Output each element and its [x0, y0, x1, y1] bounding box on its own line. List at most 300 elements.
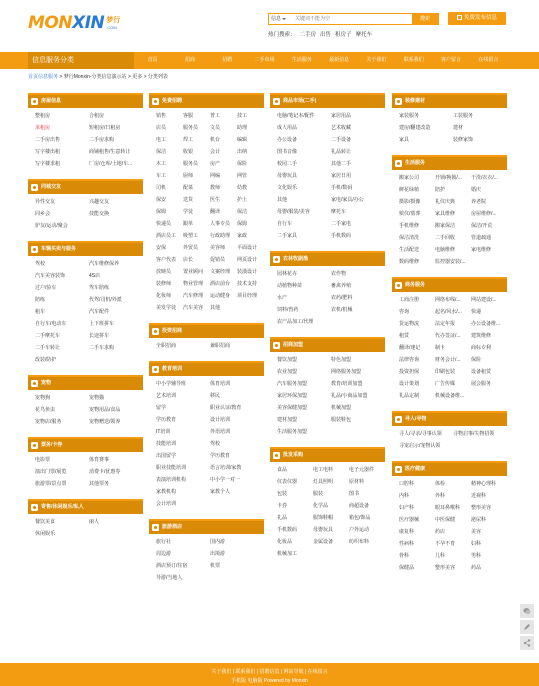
category-link[interactable]: 园林花卉 [277, 271, 298, 277]
hot-search-item[interactable]: 租房子 [335, 32, 352, 38]
nav-item[interactable]: 生活服务 [291, 57, 312, 63]
category-link[interactable]: 户外运动 [349, 527, 370, 533]
category-link[interactable]: 房产 [210, 161, 221, 167]
category-link[interactable]: 餐饮加盟 [277, 357, 298, 363]
category-link[interactable]: 服饰鞋帽 [313, 515, 334, 521]
nav-item[interactable]: 招聘 [222, 57, 233, 63]
category-link[interactable]: 包装 [277, 491, 288, 497]
category-link[interactable]: 骨科 [399, 553, 410, 559]
category-link[interactable]: 灯具照明 [313, 479, 334, 485]
category-link[interactable]: 手机/数码 [331, 185, 353, 191]
category-link[interactable]: 长途拼车 [89, 333, 110, 339]
category-title[interactable]: 票务/卡券 [41, 442, 63, 448]
category-link[interactable]: 寻人/寻亲/寻事认领 [399, 431, 442, 437]
category-link[interactable]: 宠物店/服务 [35, 419, 62, 425]
category-link[interactable]: 建材加盟 [277, 417, 298, 423]
category-link[interactable]: 美容 [471, 529, 482, 535]
category-link[interactable]: 家政 [237, 233, 248, 239]
category-link[interactable]: 印刷包装 [435, 369, 456, 375]
category-link[interactable]: 酒店预订/住宿 [156, 563, 188, 569]
category-title[interactable]: 商品市场(二手) [283, 98, 317, 104]
category-link[interactable]: 机械加盟 [331, 405, 352, 411]
category-link[interactable]: 销售 [156, 113, 167, 119]
category-link[interactable]: 自行车/电动车 [35, 321, 67, 327]
category-link[interactable]: 箱包/饰品 [349, 515, 371, 521]
category-link[interactable]: 收银 [183, 149, 194, 155]
category-link[interactable]: 宠物狗 [35, 395, 51, 401]
category-link[interactable]: 会计培训 [156, 501, 177, 507]
category-link[interactable]: 焊工 [183, 137, 194, 143]
category-link[interactable]: 农产品加工/代理 [277, 319, 314, 325]
category-link[interactable]: 其他票务 [89, 481, 110, 487]
category-link[interactable]: 网站建设/... [471, 297, 497, 303]
category-link[interactable]: 校园二手 [277, 161, 298, 167]
category-link[interactable]: 保健品 [399, 565, 415, 571]
category-title[interactable]: 免费招聘 [162, 98, 183, 104]
category-link[interactable]: 保洁清洗 [399, 235, 420, 241]
category-link[interactable]: 纺织布料 [349, 539, 370, 545]
nav-item[interactable]: 客户留言 [441, 57, 462, 63]
category-link[interactable]: 二手设备 [331, 137, 352, 143]
category-link[interactable]: 汽车配件 [89, 309, 110, 315]
category-link[interactable]: IT培训 [156, 429, 171, 435]
category-title[interactable]: 寄售/休闲娱乐/私人 [41, 504, 84, 510]
category-link[interactable]: 商标专利 [471, 345, 492, 351]
category-link[interactable]: 过户/验车 [35, 285, 57, 291]
category-title[interactable]: 车辆买卖与服务 [41, 246, 77, 252]
category-link[interactable]: 代办签证/... [435, 333, 461, 339]
category-link[interactable]: 机台 [210, 137, 221, 143]
post-free-button[interactable] [448, 12, 506, 25]
category-link[interactable]: 网页设计 [237, 257, 258, 263]
category-link[interactable]: 妇产科 [399, 505, 415, 511]
category-link[interactable]: 汽车修理 [183, 293, 204, 299]
category-link[interactable]: 兴趣交友 [89, 199, 110, 205]
category-link[interactable]: 家电维修 [471, 247, 492, 253]
category-link[interactable]: 二手回收 [435, 235, 456, 241]
category-link[interactable]: 行政助理 [210, 233, 231, 239]
category-link[interactable]: 促销员 [210, 257, 226, 263]
category-link[interactable]: 妇科 [471, 541, 482, 547]
category-link[interactable]: 生活配送 [399, 247, 420, 253]
category-link[interactable]: 近视科 [471, 493, 487, 499]
category-link[interactable]: 设备租赁 [471, 369, 492, 375]
category-link[interactable]: 保洁/开荒 [471, 223, 493, 229]
category-link[interactable]: 客服 [183, 113, 194, 119]
category-link[interactable]: 母婴玩具 [313, 527, 334, 533]
category-link[interactable]: 法律咨询 [399, 357, 420, 363]
hot-search-item[interactable]: 出售 [320, 32, 332, 38]
category-link[interactable]: 放映员 [156, 269, 172, 275]
category-link[interactable]: 写字楼出租 [35, 149, 61, 155]
category-link[interactable]: 车工 [156, 173, 167, 179]
category-link[interactable]: 外科 [435, 493, 446, 499]
category-link[interactable]: 礼品/小商品加盟 [331, 393, 368, 399]
category-link[interactable]: 翻译 [210, 209, 221, 215]
category-link[interactable]: 配菜 [183, 185, 194, 191]
category-link[interactable]: 网络服务加盟 [331, 369, 362, 375]
category-link[interactable]: 制卡 [435, 345, 446, 351]
category-link[interactable]: 其他 [277, 197, 288, 203]
category-link[interactable]: 电工 [156, 137, 167, 143]
category-title[interactable]: 农林牧副渔 [283, 256, 309, 262]
category-link[interactable]: 礼仪庆典 [435, 199, 456, 205]
category-link[interactable]: 数码维修 [399, 259, 420, 265]
category-link[interactable]: 开锁/换锁/... [435, 175, 462, 181]
category-link[interactable]: 职业技能培训 [156, 465, 187, 471]
category-link[interactable]: 服装 [313, 491, 324, 497]
category-link[interactable]: 送货 [183, 197, 194, 203]
category-link[interactable]: 成人用品 [277, 125, 298, 131]
category-link[interactable]: 养老院 [471, 199, 487, 205]
category-link[interactable]: 宠物赠送/领养 [89, 419, 121, 425]
category-link[interactable]: 监控器安装/... [435, 259, 466, 265]
category-link[interactable]: 丽人 [89, 519, 100, 525]
category-title[interactable]: 医疗健康 [405, 466, 426, 472]
category-link[interactable]: 跟单 [183, 221, 194, 227]
category-link[interactable]: 咨询 [399, 309, 410, 315]
category-link[interactable]: 医生 [210, 197, 221, 203]
category-link[interactable]: 技能交换 [89, 211, 110, 217]
category-link[interactable]: 摄影/摄像 [399, 199, 421, 205]
category-link[interactable]: 动植物种苗 [277, 283, 303, 289]
category-link[interactable]: 手机数码 [277, 527, 298, 533]
category-link[interactable]: 商超设备 [349, 503, 370, 509]
category-link[interactable]: 机械设备维... [435, 393, 465, 399]
category-title[interactable]: 教育培训 [162, 366, 183, 372]
category-link[interactable]: 货运物流 [399, 321, 420, 327]
category-link[interactable]: 精神心理科 [471, 481, 497, 487]
category-link[interactable]: 二手房出售 [35, 137, 61, 143]
category-link[interactable]: 文员 [210, 125, 221, 131]
category-link[interactable]: 驾校 [210, 441, 221, 447]
category-link[interactable]: 厨师 [183, 173, 194, 179]
category-menu-button[interactable]: 信息服务分类 [28, 52, 134, 69]
category-link[interactable]: 兼职招商 [210, 343, 231, 349]
category-link[interactable]: 二手房求购 [89, 137, 115, 143]
hot-search-item[interactable]: 摩托车 [355, 32, 373, 38]
category-link[interactable]: 教育/培训加盟 [331, 381, 363, 387]
category-title[interactable]: 宠物 [41, 380, 52, 386]
category-link[interactable]: 办公设备 [277, 137, 298, 143]
category-title[interactable]: 同城交友 [41, 184, 62, 190]
category-link[interactable]: 职业认证/教育 [210, 405, 242, 411]
edit-button[interactable] [520, 620, 534, 634]
nav-item[interactable]: 在线留言 [478, 57, 499, 63]
category-link[interactable]: 保洁 [156, 149, 167, 155]
category-link[interactable]: 金属设备 [313, 539, 334, 545]
category-link[interactable]: 幼教 [237, 185, 248, 191]
category-link[interactable]: 中小学一对一 [210, 477, 241, 483]
category-link[interactable]: 出国留学 [156, 453, 177, 459]
category-link[interactable]: 家居环保加盟 [277, 393, 308, 399]
category-link[interactable]: 电工电料 [313, 467, 334, 473]
category-link[interactable]: 家具维修 [435, 211, 456, 217]
category-link[interactable]: 保姆 [237, 221, 248, 227]
category-link[interactable]: 化学品 [313, 503, 329, 509]
site-logo[interactable] [28, 10, 120, 32]
category-link[interactable]: 服装鞋包 [331, 417, 352, 423]
category-link[interactable]: 母婴玩具 [277, 173, 298, 179]
category-link[interactable]: 合租房 [89, 113, 105, 119]
category-link[interactable]: 搬家保洁 [435, 223, 456, 229]
nav-item[interactable]: 首页 [147, 57, 158, 63]
category-link[interactable]: 餐饮美食 [35, 519, 56, 525]
category-link[interactable]: 消费卡/优惠券 [89, 469, 121, 475]
category-link[interactable]: 家具 [399, 137, 410, 143]
category-title[interactable]: 生活服务 [405, 160, 426, 166]
category-link[interactable]: 食品 [277, 467, 288, 473]
share-button[interactable] [520, 636, 534, 650]
category-link[interactable]: 保洁 [237, 209, 248, 215]
category-link[interactable]: 快递员 [156, 221, 172, 227]
category-link[interactable]: 保险 [471, 357, 482, 363]
category-link[interactable]: 置业顾问 [183, 269, 204, 275]
category-link[interactable]: 助理 [237, 125, 248, 131]
category-link[interactable]: 驴友/运动/聚会 [35, 223, 68, 229]
category-link[interactable]: 表演培训机构 [156, 477, 187, 483]
category-link[interactable]: 中医保健 [435, 517, 456, 523]
category-link[interactable]: 改装/防护 [35, 357, 57, 363]
category-link[interactable]: 学历教育 [210, 453, 231, 459]
category-link[interactable]: 二手车求购 [89, 345, 115, 351]
category-link[interactable]: 体育培训 [210, 381, 231, 387]
category-link[interactable]: 客户代表 [156, 257, 177, 263]
category-link[interactable]: 保安 [156, 197, 167, 203]
category-link[interactable]: 展会服务 [471, 381, 492, 387]
category-link[interactable]: 安保 [156, 245, 167, 251]
category-link[interactable]: 宠物用品/食品 [89, 407, 121, 413]
category-link[interactable]: 二手家电 [331, 221, 352, 227]
category-link[interactable]: 短租房/日租房 [89, 125, 121, 131]
category-link[interactable]: 网络布线/... [435, 297, 461, 303]
category-link[interactable]: 自行车 [277, 221, 293, 227]
category-link[interactable]: 普工 [210, 113, 221, 119]
category-link[interactable]: 投资担保 [399, 369, 420, 375]
category-link[interactable]: 口腔科 [399, 481, 415, 487]
category-link[interactable]: 服务员 [183, 161, 199, 167]
category-link[interactable]: 电子元器件 [349, 467, 375, 473]
category-link[interactable]: 鲜花绿植 [399, 187, 420, 193]
category-link[interactable]: 驾车陪练 [89, 285, 110, 291]
category-link[interactable]: 美容保健加盟 [277, 405, 308, 411]
category-link[interactable]: 陪练 [35, 297, 46, 303]
category-link[interactable]: 出纳 [237, 149, 248, 155]
category-title[interactable]: 旅游酒店 [162, 524, 183, 530]
category-link[interactable]: 旅游票/景点票 [35, 481, 67, 487]
category-link[interactable]: 美发学徒 [156, 305, 177, 311]
category-link[interactable]: 设计策划 [399, 381, 420, 387]
category-link[interactable]: 农业加盟 [277, 369, 298, 375]
category-link[interactable]: 学徒 [183, 209, 194, 215]
category-link[interactable]: 保姆 [156, 209, 167, 215]
category-link[interactable]: 男科 [471, 553, 482, 559]
category-link[interactable]: 厂房/仓库/土地/车... [89, 161, 133, 167]
category-link[interactable]: 租赁 [399, 333, 410, 339]
category-link[interactable]: 体检 [435, 481, 446, 487]
category-link[interactable]: 二手车转让 [35, 345, 61, 351]
category-link[interactable]: 图书音像 [277, 149, 298, 155]
category-link[interactable]: 文化娱乐 [277, 185, 298, 191]
category-link[interactable]: 技工 [237, 113, 248, 119]
category-link[interactable]: 整形美容 [435, 565, 456, 571]
category-link[interactable]: 电脑维修 [435, 247, 456, 253]
category-link[interactable]: 整形美容 [471, 505, 492, 511]
category-link[interactable]: 写字楼求租 [35, 161, 61, 167]
category-link[interactable]: 儿科 [435, 553, 446, 559]
category-link[interactable]: 摩托车 [331, 209, 347, 215]
category-link[interactable]: 礼品定制 [399, 393, 420, 399]
category-link[interactable]: 代驾/司机/外派 [89, 297, 122, 303]
category-link[interactable]: 装修师 [156, 281, 172, 287]
category-link[interactable]: 平面设计 [237, 245, 258, 251]
category-link[interactable]: 农药/肥料 [331, 295, 353, 301]
category-link[interactable]: 4S店 [89, 273, 101, 279]
category-link[interactable]: 办公设备维... [471, 321, 501, 327]
category-link[interactable]: 工装服务 [453, 113, 474, 119]
category-link[interactable]: 财务会计/... [435, 357, 461, 363]
category-link[interactable]: 汽车美容 [183, 305, 204, 311]
search-input[interactable] [293, 14, 412, 24]
category-link[interactable]: 畜禽养殖 [331, 283, 352, 289]
category-link[interactable]: 法定年报 [435, 321, 456, 327]
category-link[interactable]: 护士 [237, 197, 248, 203]
category-link[interactable]: 农作物 [331, 271, 347, 277]
category-title[interactable]: 房屋信息 [41, 98, 62, 104]
category-link[interactable]: 二手摩托车 [35, 333, 61, 339]
category-link[interactable]: 不孕不育 [435, 541, 456, 547]
category-title[interactable]: 装修建材 [405, 98, 426, 104]
category-link[interactable]: 建筑维修 [471, 333, 492, 339]
category-link[interactable]: 技能培训 [156, 441, 177, 447]
category-link[interactable]: 生活服务加盟 [277, 429, 308, 435]
category-link[interactable]: 仪表仪器 [277, 479, 298, 485]
category-title[interactable]: 商务服务 [405, 282, 426, 288]
category-link[interactable]: 建材 [453, 125, 464, 131]
category-link[interactable]: 项目经理 [237, 293, 258, 299]
category-link[interactable]: 汽车美容装饰 [35, 273, 66, 279]
hot-search-item[interactable]: 二手房 [299, 32, 317, 38]
category-link[interactable]: 机械加工 [277, 551, 298, 557]
category-link[interactable]: 导游/当地人 [156, 575, 183, 581]
category-link[interactable]: 外语培训 [210, 429, 231, 435]
category-link[interactable]: 手机维修 [399, 223, 420, 229]
category-link[interactable]: 陪护 [435, 187, 446, 193]
category-link[interactable]: 租车 [35, 309, 46, 315]
nav-item[interactable]: 招商 [184, 57, 195, 63]
category-title[interactable]: 批发采购 [283, 452, 304, 458]
category-link[interactable]: 其他二手 [331, 161, 352, 167]
category-link[interactable]: 设计培训 [210, 417, 231, 423]
category-link[interactable]: 网管 [237, 173, 248, 179]
nav-item[interactable]: 二手市场 [254, 57, 275, 63]
category-link[interactable]: 店员 [156, 125, 167, 131]
category-link[interactable]: 其他 [210, 305, 221, 311]
category-link[interactable]: 化妆品 [277, 539, 293, 545]
category-link[interactable]: 药品 [471, 565, 482, 571]
nav-item[interactable]: 关于我们 [366, 57, 387, 63]
category-link[interactable]: 装潢设计 [237, 269, 258, 275]
category-link[interactable]: 休闲娱乐 [35, 531, 56, 537]
category-link[interactable]: 宠物猫 [89, 395, 105, 401]
category-link[interactable]: 文案经理 [210, 269, 231, 275]
category-link[interactable]: 技术支持 [237, 281, 258, 287]
category-link[interactable]: 异性交友 [35, 199, 56, 205]
category-link[interactable]: 吸塑工 [183, 233, 199, 239]
category-link[interactable]: 管道疏通 [471, 235, 492, 241]
category-link[interactable]: 卡券 [277, 503, 288, 509]
search-type-select[interactable] [269, 14, 293, 24]
category-link[interactable]: 驾校 [35, 261, 46, 267]
category-link[interactable]: 会计 [210, 149, 221, 155]
search-button[interactable]: 搜索 [412, 14, 438, 24]
category-link[interactable]: 礼品 [277, 515, 288, 521]
category-link[interactable]: 整租房 [35, 113, 51, 119]
category-link[interactable]: 旅行社 [156, 539, 172, 545]
category-link[interactable]: 房屋维修/... [471, 211, 497, 217]
category-link[interactable]: 家居用品 [331, 113, 352, 119]
category-link[interactable]: 寻宠启示/宠物认领 [399, 443, 441, 449]
category-link[interactable]: 翻译/速记 [399, 345, 421, 351]
category-link[interactable]: 留学 [156, 405, 167, 411]
category-title[interactable]: 寻人/寻物 [405, 416, 427, 422]
category-link[interactable]: 花鸟鱼虫 [35, 407, 56, 413]
category-link[interactable]: 保险 [237, 161, 248, 167]
category-link[interactable]: 汽车服务加盟 [277, 381, 308, 387]
category-link[interactable]: 内科 [399, 493, 410, 499]
category-link[interactable]: 全职招商 [156, 343, 177, 349]
category-link[interactable]: 艺术收藏 [331, 125, 352, 131]
wechat-button[interactable] [520, 604, 534, 618]
category-link[interactable]: 特色加盟 [331, 357, 352, 363]
category-title[interactable]: 投资招商 [162, 328, 183, 334]
category-link[interactable]: 二手家具 [277, 233, 298, 239]
category-link[interactable]: 出境游 [210, 551, 226, 557]
category-link[interactable]: 图书 [349, 491, 360, 497]
category-link[interactable]: 服务员 [183, 125, 199, 131]
category-link[interactable]: 中小学辅导班 [156, 381, 187, 387]
category-link[interactable]: 网编 [210, 173, 221, 179]
category-link[interactable]: 木工 [156, 161, 167, 167]
category-link[interactable]: 家教个人 [210, 489, 231, 495]
category-link[interactable]: 艺术培训 [156, 393, 177, 399]
category-link[interactable]: 人事专员 [210, 221, 231, 227]
category-link[interactable]: 外贸员 [183, 245, 199, 251]
category-link[interactable]: 母婴/服装/美容 [277, 209, 310, 215]
category-link[interactable]: 上下班拼车 [89, 321, 115, 327]
category-link[interactable]: 快递 [471, 309, 482, 315]
category-link[interactable]: 家居日用 [331, 173, 352, 179]
category-link[interactable]: 康复科 [399, 529, 415, 535]
category-link[interactable]: 体育赛事 [89, 457, 110, 463]
category-link[interactable]: 家电/家具/办公 [331, 197, 364, 203]
category-title[interactable]: 招商加盟 [283, 342, 304, 348]
category-link[interactable]: 水产 [277, 295, 288, 301]
category-link[interactable]: 泌尿科 [471, 517, 487, 523]
category-link[interactable]: 医疗器械 [399, 517, 420, 523]
category-link[interactable]: 语言培训/家教 [210, 465, 242, 471]
category-link[interactable]: 物业管理 [183, 281, 204, 287]
category-link[interactable]: 电脑/笔记本/配件 [277, 113, 315, 119]
category-link[interactable]: 建房/翻建改造 [399, 125, 431, 131]
category-link[interactable]: 酒店前台 [210, 281, 231, 287]
category-link[interactable]: 移民 [210, 393, 221, 399]
category-link[interactable]: 原材料 [349, 479, 365, 485]
category-link[interactable]: 寻物启事/失物招领 [453, 431, 495, 437]
category-link[interactable]: 眼耳鼻喉科 [435, 505, 461, 511]
category-link[interactable]: 工商注册 [399, 297, 420, 303]
category-link[interactable]: 礼品转让 [331, 149, 352, 155]
